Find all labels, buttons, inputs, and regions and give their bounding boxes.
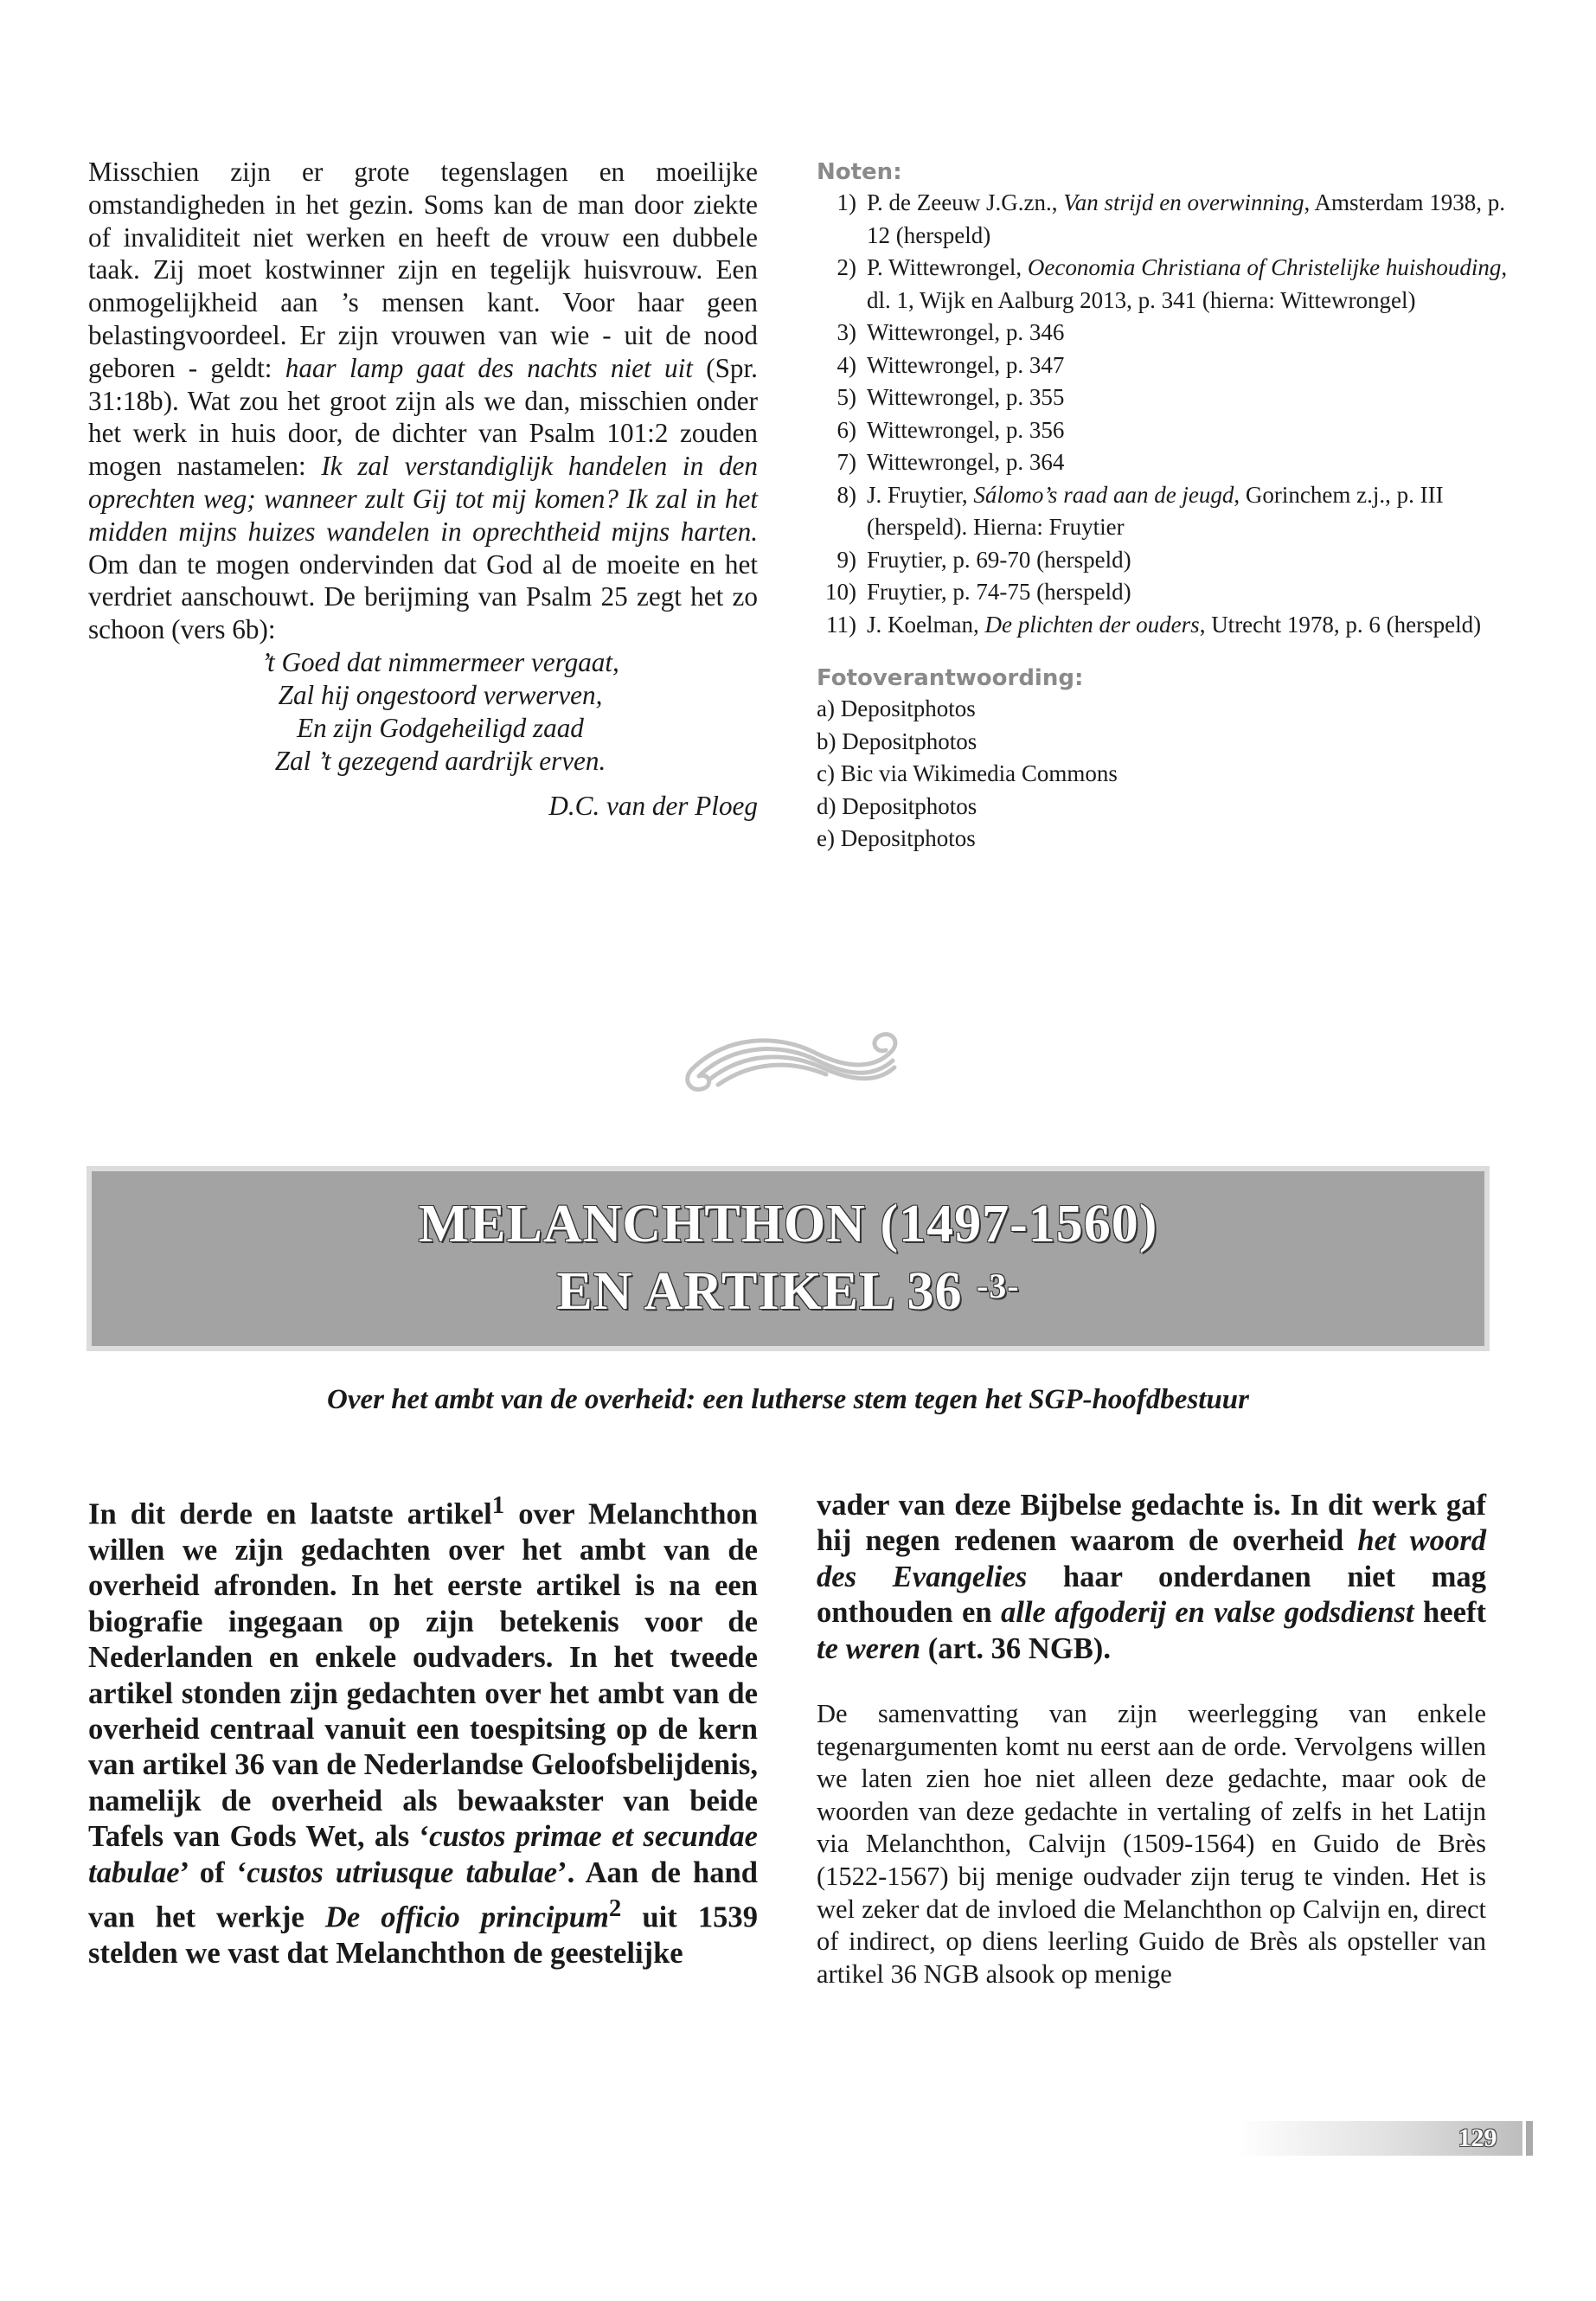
note-text: Fruytier, p. 69-70 (herspeld) [867,546,1131,573]
note-number: 6) [836,416,856,443]
photo-credits-list [817,693,1509,856]
photo-credit-item: a) Depositphotos [817,695,976,721]
article-title-line2 [92,1258,1484,1325]
note-number: 2) [836,254,856,280]
poem-line: Zal ’t gezegend aardrijk erven. [274,745,606,776]
note-text: J. Koelman, De plichten der ouders, Utrecht 1978, p. 6 (herspeld) [867,611,1482,638]
note-item [817,317,1509,349]
note-item [817,349,1509,382]
note-number: 10) [825,579,856,605]
note-text: P. Wittewrongel, Oeconomia Christiana of Christelijke huishouding, dl. 1, Wijk en Aalburg 2013, p. 341 (hierna: Wittewrongel) [867,254,1508,313]
note-text: Wittewrongel, p. 364 [867,449,1065,475]
article-part-number: -3- [976,1266,1020,1305]
note-text: J. Fruytier, Sálomo’s raad aan de jeugd, Gorinchem z.j., p. III (herspeld). Hierna: Fruytier [867,481,1444,540]
article-title-line1: MELANCHTHON (1497-1560) [418,1195,1158,1253]
note-text: Wittewrongel, p. 347 [867,351,1065,378]
photo-credits [817,663,1509,856]
notes-column [817,157,1509,856]
poem-line: Zal hij ongestoord verwerven, [278,679,603,710]
poem-line: En zijn Godgeheiligd zaad [297,712,584,743]
note-number: 8) [836,481,856,508]
article-subtitle: Over het ambt van de overheid: een lutherse stem tegen het SGP-hoofdbestuur [326,1384,1250,1415]
page-edge-marker [1526,2121,1533,2156]
note-item [817,446,1509,479]
notes-heading: Noten: [817,159,902,185]
body-paragraph: De samenvatting van zijn weerlegging van enkele tegenargumenten komt nu eerst aan de orde. Vervolgens willen we laten zien hoe niet alleen deze gedachte, maar ook de woorden van deze gedachte in vertaling of zelfs in het Latijn via Melanchthon, Calvijn (1509-1564) en Guido de Brès (1522-1567) bij menige oudvader zijn terug te vinden. Het is wel zeker dat de invloed die Melanchthon op Calvijn en, direct of indirect, op diens leerling Guido de Brès als opsteller van artikel 36 NGB alsook op menige [817,1699,1486,1989]
closing-paragraph: Misschien zijn er grote tegenslagen en moeilijke omstandigheden in het gezin. Soms kan de man door ziekte of invaliditeit niet werken en heeft de vrouw een dubbele taak. Zij moet kostwinner zijn en tegelijk huisvrouw. Een onmogelijkheid aan ’s mensen kant. Voor haar geen belastingvoordeel. Er zijn vrouwen van wie - uit de nood geboren - geldt: haar lamp gaat des nachts niet uit (Spr. 31:18b). Wat zou het groot zijn als we dan, misschien onder het werk in huis door, de dichter van Psalm 101:2 zouden mogen nastamelen: Ik zal verstandiglijk handelen in den oprechten weg; wanneer zult Gij tot mij komen? Ik zal in het midden mijns huizes wandelen in oprechtheid mijns harten. Om dan te mogen ondervinden dat God al de moeite en het verdriet aanschouwt. De berijming van Psalm 25 zegt het zo schoon (vers 6b): [88,157,758,645]
article-title-box [87,1166,1490,1351]
photo-credit-item: c) Bic via Wikimedia Commons [817,760,1118,786]
note-text: Fruytier, p. 74-75 (herspeld) [867,579,1131,605]
psalm-verse [88,646,758,778]
scroll-flourish-icon [675,1017,908,1104]
note-text: Wittewrongel, p. 355 [867,384,1065,410]
photo-credit-item: b) Depositphotos [817,727,977,754]
page-number: 129 [1458,2124,1497,2152]
note-item [817,544,1509,577]
author-signature: D.C. van der Ploeg [548,790,758,821]
lead-paragraph-left: In dit derde en laatste artikel$^1$ over Melanchthon willen we zijn gedachten over het ambt van de overheid afronden. In het eerste artikel is na een biografie ingegaan op zijn betekenis voor de Nederlanden en enkele oudvaders. In het tweede artikel stonden zijn gedachten over het ambt van de overheid centraal vanuit een toespitsing op de kern van artikel 36 van de Nederlandse Geloofsbelijdenis, namelijk de overheid als bewaakster van beide Tafels van Gods Wet, als ‘custos primae et secundae tabulae’ of ‘custos utriusque tabulae’. Aan de hand van het werkje De officio principum$^2$ uit 1539 stelden we vast dat Melanchthon de geestelijke [88,1491,758,1970]
note-number: 3) [836,319,856,345]
note-text: Wittewrongel, p. 346 [867,319,1065,345]
note-text: P. de Zeeuw J.G.zn., Van strijd en overwinning, Amsterdam 1938, p. 12 (herspeld) [867,189,1505,248]
notes-list [817,187,1509,641]
note-number: 7) [836,449,856,475]
article-right-column [817,1488,1486,1990]
photo-credit-item: d) Depositphotos [817,792,977,819]
note-number: 1) [836,189,856,215]
top-left-column [88,156,758,823]
photo-credits-heading: Fotoverantwoording: [817,665,1084,691]
note-item [817,609,1509,642]
note-item [817,252,1509,317]
photo-credit-item: e) Depositphotos [817,825,976,851]
poem-line: ’t Goed dat nimmermeer vergaat, [261,646,619,677]
note-item [817,381,1509,414]
note-item [817,479,1509,544]
note-number: 11) [826,611,856,638]
article-title-main: EN ARTIKEL 36 [556,1262,963,1321]
lead-paragraph-right: vader van deze Bijbelse gedachte is. In dit werk gaf hij negen redenen waarom de overheid het woord des Evangelies haar onderdanen niet mag onthouden en alle afgoderij en valse godsdienst heeft te weren (art. 36 NGB). [817,1489,1486,1665]
note-number: 5) [836,384,856,410]
article-lead-left [88,1488,758,1971]
note-item [817,576,1509,609]
note-item [817,187,1509,252]
note-text: Wittewrongel, p. 356 [867,416,1065,443]
note-number: 4) [836,351,856,378]
note-number: 9) [836,546,856,573]
note-item [817,414,1509,447]
